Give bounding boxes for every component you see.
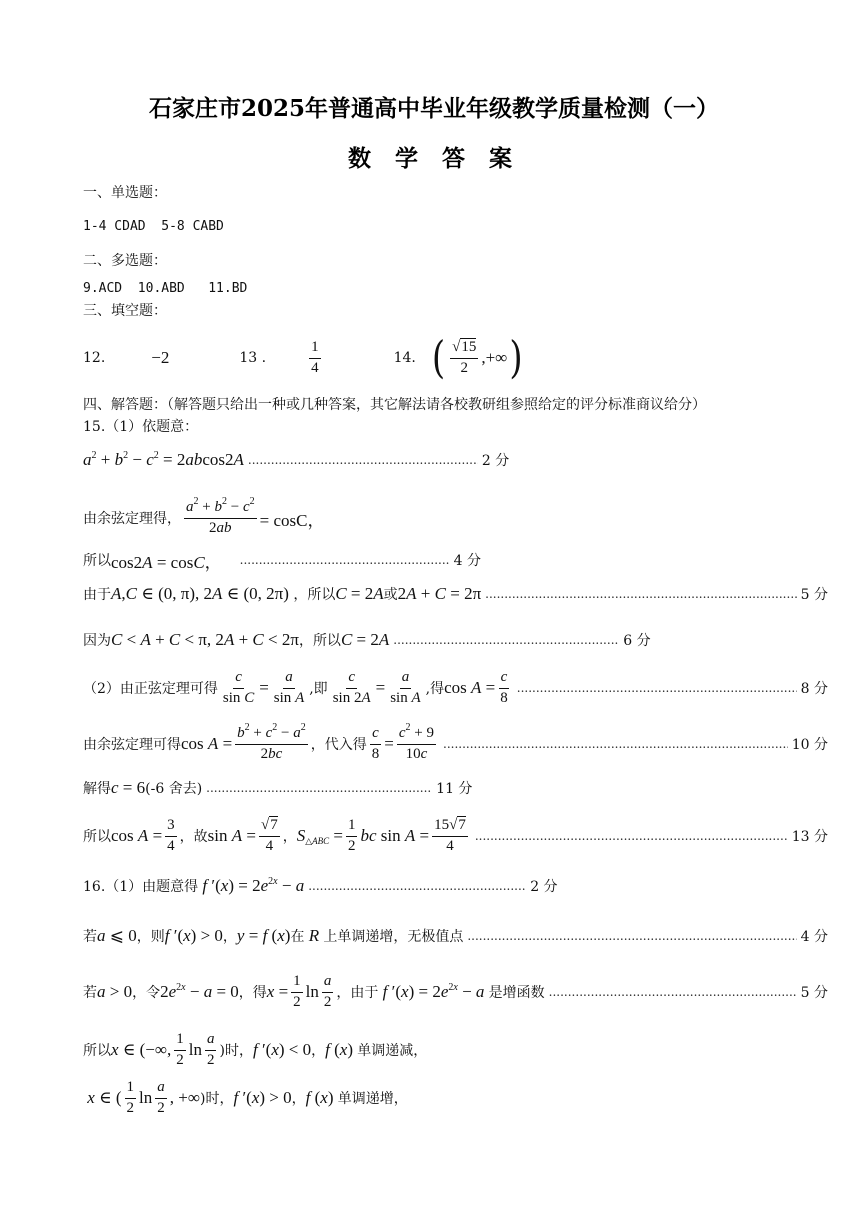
q13-answer: $\frac{1}{4}$ xyxy=(311,339,319,376)
q15-part2-step-3: 解得 c = 6 (-6 舍去) ..... 11 分 xyxy=(83,768,828,808)
q12-answer: −2 xyxy=(151,348,170,367)
q16-step-5: x ∈ ( $\frac{1}{2}$ ln $\frac{a}{2}$ , +∞ )时， f ′(x) > 0 ， f (x) 单调递增， xyxy=(87,1079,408,1116)
page-subtitle: 数 学 答 案 xyxy=(347,145,521,172)
q16-step-4: 所以 x ∈ (−∞, $\frac{1}{2}$ ln $\frac{a}{2}$ )时， f ′(x) < 0 ， f (x) 单调递减， xyxy=(83,1031,428,1068)
section-fill-blank-heading: 三、填空题： xyxy=(83,303,167,319)
q15-step-2: 由余弦定理得， $\frac{a^2 + b^2 - c^2}{2ab}$ = cosC， xyxy=(83,496,325,536)
q15-part2-step-4: 所以 cos A = $\frac{3}{4}$ ，故 sin A = $\frac{√7}{4}$ ， $S_{\triangle ABC}$ = $\frac{1}{2}$ bc sin A = $\frac{15√7}{4}$ ..... 13 分 xyxy=(83,814,828,858)
q15-step-4: 由于 A,C ∈ (0, π), 2A ∈ (0, 2π) ， 所以 C = 2A 或 2A + C = 2π ..... 5 分 xyxy=(83,574,828,614)
q14-answer-fraction: $\frac{√15}{2}$ xyxy=(452,339,477,376)
single-choice-answers: 1-4 CDAD 5-8 CABD xyxy=(83,218,224,234)
section-solutions-heading: 四、解答题：（解答题只给出一种或几种答案，其它解法请各校教研组参照给定的评分标准商议给分） xyxy=(83,397,706,413)
page-title: 石家庄市2025年普通高中毕业年级教学质量检测（一） xyxy=(148,95,719,122)
section-single-choice-heading: 一、单选题： xyxy=(83,185,167,201)
q15-step-3: 所以 cos2A = cosC， ..... 4 分 xyxy=(83,540,828,580)
q15-intro: 15.（1）依题意： xyxy=(83,419,199,435)
q16-step-1: 16.（1）由题意得 f $'(x) = 2e^{2x} - a$ ..... 2 分 xyxy=(83,866,828,906)
q15-step-1: $a^2 + b^2 - c^2 = 2abcos2A$ ..... 2 分 xyxy=(83,440,828,480)
q16-step-3: 若 a > 0 ，令 $2e^{2x} - a = 0$ ，得 x = $\frac{1}{2}$ ln $\frac{a}{2}$ ，由于 f $'(x) = 2e^{2x} - a$ 是增函数 ..... 5 分 xyxy=(83,970,828,1014)
multi-choice-answers: 9.ACD 10.ABD 11.BD xyxy=(83,280,248,296)
q15-step-5: 因为 C < A + C < π, 2A + C < 2π ， 所以 C = 2A ..... 6 分 xyxy=(83,620,828,660)
q15-part2-step-2: 由余弦定理可得 cos A = $\frac{b^2 + c^2 - a^2}{2bc}$ ，代入得 $\frac{c}{8}$ = $\frac{c^2 + 9}{10c}$ ..... 10 分 xyxy=(83,722,828,766)
section-multi-choice-heading: 二、多选题： xyxy=(83,253,167,269)
q16-step-2: 若 a ⩽ 0 ，则 f ′(x) > 0 ， y = f (x) 在 R 上单调递增，无极值点 ..... 4 分 xyxy=(83,916,828,956)
q15-part2-step-1: （2）由正弦定理可得 $\frac{c}{\text{sin C}}$ = $\frac{a}{\text{sin A}}$ ,即 $\frac{c}{\sin 2A}$ = $\frac{a}{\text{sin A}}$ ,得 cos A = $\frac{c}{8}$ ..... 8 分 xyxy=(83,666,828,710)
fill-blank-answers: 12. −2 13 . $\frac{1}{4}$ 14. ( $\frac{√15}{2}$ ,+∞ ) xyxy=(83,332,523,384)
